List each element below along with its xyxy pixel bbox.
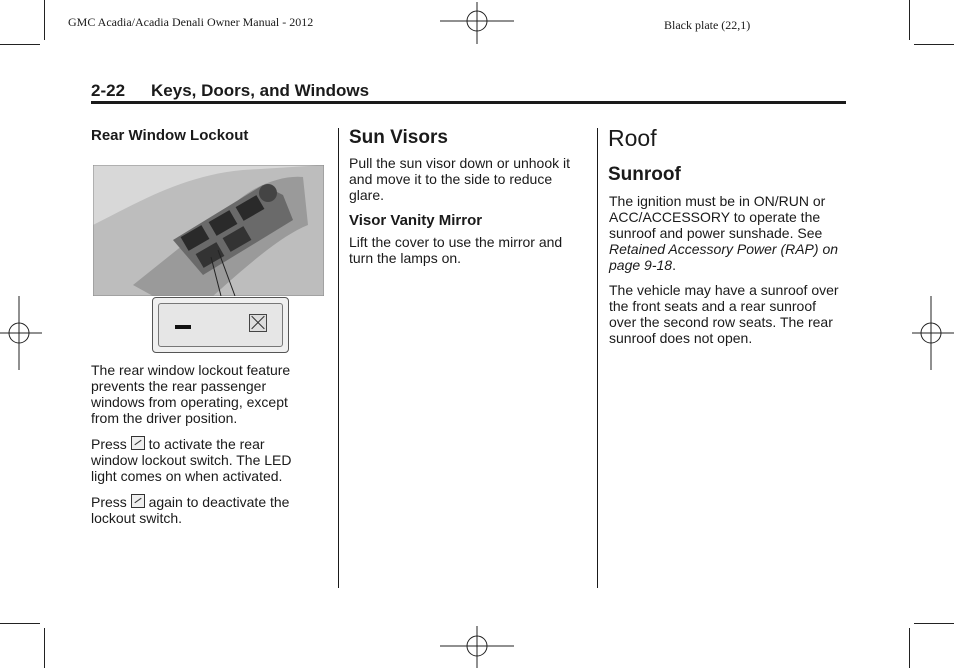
roof-heading: Roof bbox=[608, 125, 657, 151]
window-lockout-icon bbox=[131, 436, 145, 450]
column-divider bbox=[338, 128, 339, 588]
registration-target-icon bbox=[912, 296, 954, 370]
col1-text bbox=[91, 362, 311, 526]
window-lockout-icon bbox=[249, 314, 267, 332]
deactivate-instruction: Press again to deactivate the lockout switch. bbox=[91, 494, 290, 526]
window-switch-panel-photo bbox=[93, 165, 324, 296]
window-switch-figure bbox=[93, 165, 324, 296]
header-rule bbox=[91, 101, 846, 104]
page-number: 2-22 bbox=[91, 81, 126, 100]
crop-mark bbox=[909, 0, 910, 40]
section-title bbox=[91, 81, 369, 101]
registration-target-icon bbox=[0, 296, 42, 370]
crop-mark bbox=[914, 623, 954, 624]
manual-title: GMC Acadia/Acadia Denali Owner Manual - 2012 bbox=[68, 15, 314, 29]
rear-window-lockout-heading: Rear Window Lockout bbox=[91, 127, 249, 144]
window-lockout-icon bbox=[131, 494, 145, 508]
vanity-mirror-description: Lift the cover to use the mirror and turn the lamps on. bbox=[349, 234, 563, 266]
crop-mark bbox=[44, 628, 45, 668]
crop-mark bbox=[0, 44, 40, 45]
sunroof-description: The vehicle may have a sunroof over the front seats and a rear sunroof over the second row seats. The rear sunroof does not open. bbox=[609, 282, 839, 346]
sunroof-heading: Sunroof bbox=[608, 164, 681, 185]
activate-instruction: Press to activate the rear window lockout switch. The LED light comes on when activated. bbox=[91, 436, 292, 484]
col3-text bbox=[609, 193, 845, 346]
lockout-description: The rear window lockout feature prevents the rear passenger windows from operating, except from the driver position. bbox=[91, 362, 291, 426]
sun-visor-description: Pull the sun visor down or unhook it and move it to the side to reduce glare. bbox=[349, 155, 571, 203]
registration-target-icon bbox=[440, 2, 514, 44]
rap-reference-link[interactable]: Retained Accessory Power (RAP) on page 9-18 bbox=[609, 241, 839, 273]
plate-label: Black plate (22,1) bbox=[664, 18, 751, 32]
column-divider bbox=[597, 128, 598, 588]
chapter-title: Keys, Doors, and Windows bbox=[151, 81, 370, 100]
crop-mark bbox=[44, 0, 45, 40]
crop-mark bbox=[914, 44, 954, 45]
crop-mark bbox=[0, 623, 40, 624]
switch-face bbox=[158, 303, 283, 347]
registration-target-icon bbox=[440, 626, 514, 668]
led-indicator bbox=[175, 325, 191, 329]
col2-text bbox=[349, 155, 585, 266]
sunroof-ignition-note: The ignition must be in ON/RUN or ACC/ACCESSORY to operate the sunroof and power sunshade. See Retained Accessory Power (RAP) on page 9-18. bbox=[609, 193, 839, 273]
sun-visors-heading: Sun Visors bbox=[349, 127, 448, 148]
visor-vanity-mirror-heading: Visor Vanity Mirror bbox=[349, 212, 483, 229]
crop-mark bbox=[909, 628, 910, 668]
lockout-switch-callout bbox=[152, 297, 289, 353]
